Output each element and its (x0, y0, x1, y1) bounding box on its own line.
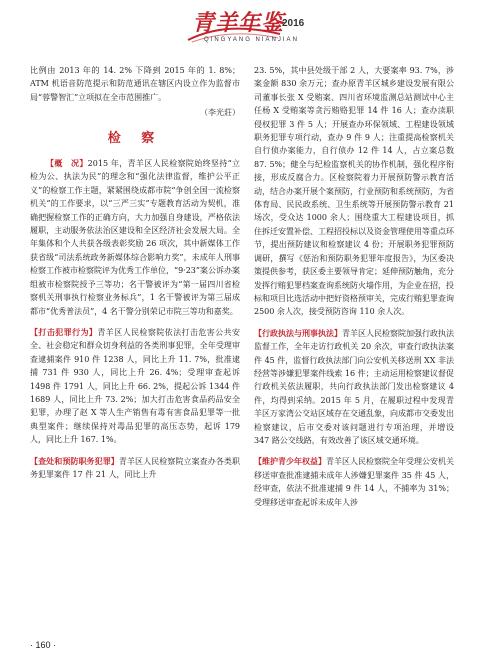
page-number: · 160 · (30, 640, 57, 650)
paragraph-tag: 【打击犯罪行为】 (30, 327, 98, 337)
paragraph-tag: 【查处和预防职务犯罪】 (30, 456, 119, 466)
author-signature: （李光莊） (200, 108, 240, 118)
paragraph-crime (30, 326, 240, 447)
yearbook-pinyin: QINGYANG NIANJIAN (204, 37, 299, 43)
paragraph-duty-crime (30, 455, 240, 482)
left-column (30, 64, 240, 481)
yearbook-year: 2016 (282, 18, 305, 29)
paragraph-tag: 【行政执法与刑事执法】 (254, 328, 342, 338)
paragraph-youth (254, 455, 454, 509)
paragraph-text: 青羊区人民检察院立案查办各类职务犯罪案件 17 件 21 人，同比上升 (30, 456, 241, 479)
continued-paragraph: 23. 5%，其中县处级干部 2 人，大要案率 93. 7%，涉案金额 830 余万元；查办原青羊区城乡建设发展有限公司董事长张 X 受贿案、四川省环境监测总站测试中心主任杨 X 受贿案等贪污贿赂犯罪 14 件 16 人；查办渎职侵权犯罪 3 件 5 人；开展查办环保领域、工程建设领域职务犯罪专项行动，查办 9 件 9 人；注重提高检察机关自行侦办案能力，自行侦办 12 件 14 人，占立案总数 87. 5%；健全与纪检监察机关的协作机制，强化程序衔接，形成反腐合力。区检察院着力开展预防警示教育活动，结合办案开展个案预防，行业预防和系统预防，为省体育局、民民政系统、卫生系统等开展预防警示教育 21 场次，受众达 1000 余人；围绕重大工程建设项目，抓住拆迁安置补偿、工程招投标以及资金管理使用等重点环节，提出预防建议和检察建议 4 份；开展职务犯罪预防调研，撰写《惩治和预防职务犯罪年度报告》，为区委决策提供参考，获区委主要领导肯定；延伸预防触角，充分发挥行贿犯罪档案查询系统防火墙作用，为企业在招，投标和项目比选活动中把好资格预审关，完成行贿犯罪查询 2500 余人次，接受预防咨询 110 余人次。 (254, 66, 454, 317)
right-column (254, 64, 454, 509)
paragraph-overview (30, 157, 240, 318)
continued-paragraph: 比例由 2013 年的 14. 2% 下降到 2015 年的 1. 8%；ATM 机语音防范提示和防范通讯在辖区内设立作为监督市局“蓉警智汇”立项拟在全市范围推广。 (30, 66, 240, 102)
section-title: 检 察 (107, 130, 163, 146)
paragraph-tag: 【维护青少年权益】 (254, 457, 326, 467)
yearbook-title: 青羊年鉴 (192, 10, 285, 36)
paragraph-admin-enforcement (254, 327, 454, 448)
paragraph-tag: 【概 况】 (46, 159, 88, 169)
paragraph-text: 青羊区人民检察院全年受理公安机关移送审查批准逮捕未成年人涉嫌犯罪案件 35 件 45 人，经审查，依法不批准逮捕 9 件 14 人，不捕率为 31%；受理移送审查起诉未成年人涉 (254, 457, 454, 507)
paragraph-text: 2015 年，青羊区人民检察院始终坚持“立检为公、执法为民”的理念和“强化法律监督，维护公平正义”的检察工作主题，紧紧围绕成都市院“争创全国一流检察机关”的工作要求，以“三严三实”专题教育活动为契机，准确把握检察工作的正确方向，大力加强自身建设，严格依法履职，主动服务依法治区建设和全区经济社会发展大局。全年集体和个人共获各级表彰奖励 26 项次，其中新媒体工作获省级“司法系统政务新媒体综合影响力奖”，未成年人刑事检察工作被市检察院评为优秀工作单位，“9·23”案公诉办案组被市检察院授予三等功；名干警被评为“第一届四川省检察机关刑事执行检察业务标兵”，1 名干警被评为第三届成都市“优秀普法员”，4 名干警分别荣记市院三等功和嘉奖。 (30, 159, 240, 316)
yearbook-logo (186, 4, 346, 50)
paragraph-text: 青羊区人民检察院依法打击危害公共安全、社会稳定和群众切身利益的各类刑事犯罪，全年受理审查逮捕案件 910 件 1238 人，同比上升 11. 7%，批准逮捕 731 件 930 人，同比上升 26. 4%；受理审查起诉 1498 件 1791 人，同比上升 66. 2%，提起公诉 1344 件 1689 人，同比上升 73. 2%；加大打击危害食品药品安全犯罪，办理了赵 X 等人生产销售有毒有害食品犯罪等一批典型案件；继续保持对毒品犯罪的高压态势，起诉 179 人，同比上升 167. 1%。 (30, 327, 241, 445)
paragraph-text: 青羊区人民检察院加强行政执法监督工作，全年走访行政机关 20 余次，审查行政执法案件 45 件，监督行政执法部门向公安机关移送刑 XX 非法经营等涉嫌犯罪案件线索 16 件；主动运用检察建议督促行政机关依法履职，共向行政执法部门发出检察建议 4 件，均得到采纳。2015 年 5 月，在履职过程中发现青羊区万家湾公交站区域存在交通乱象，向成都市交委发出检察建议，后市交委对该问题进行专项治理，并增设 347 路公交线路，有效改善了该区域交通环境。 (254, 328, 454, 445)
